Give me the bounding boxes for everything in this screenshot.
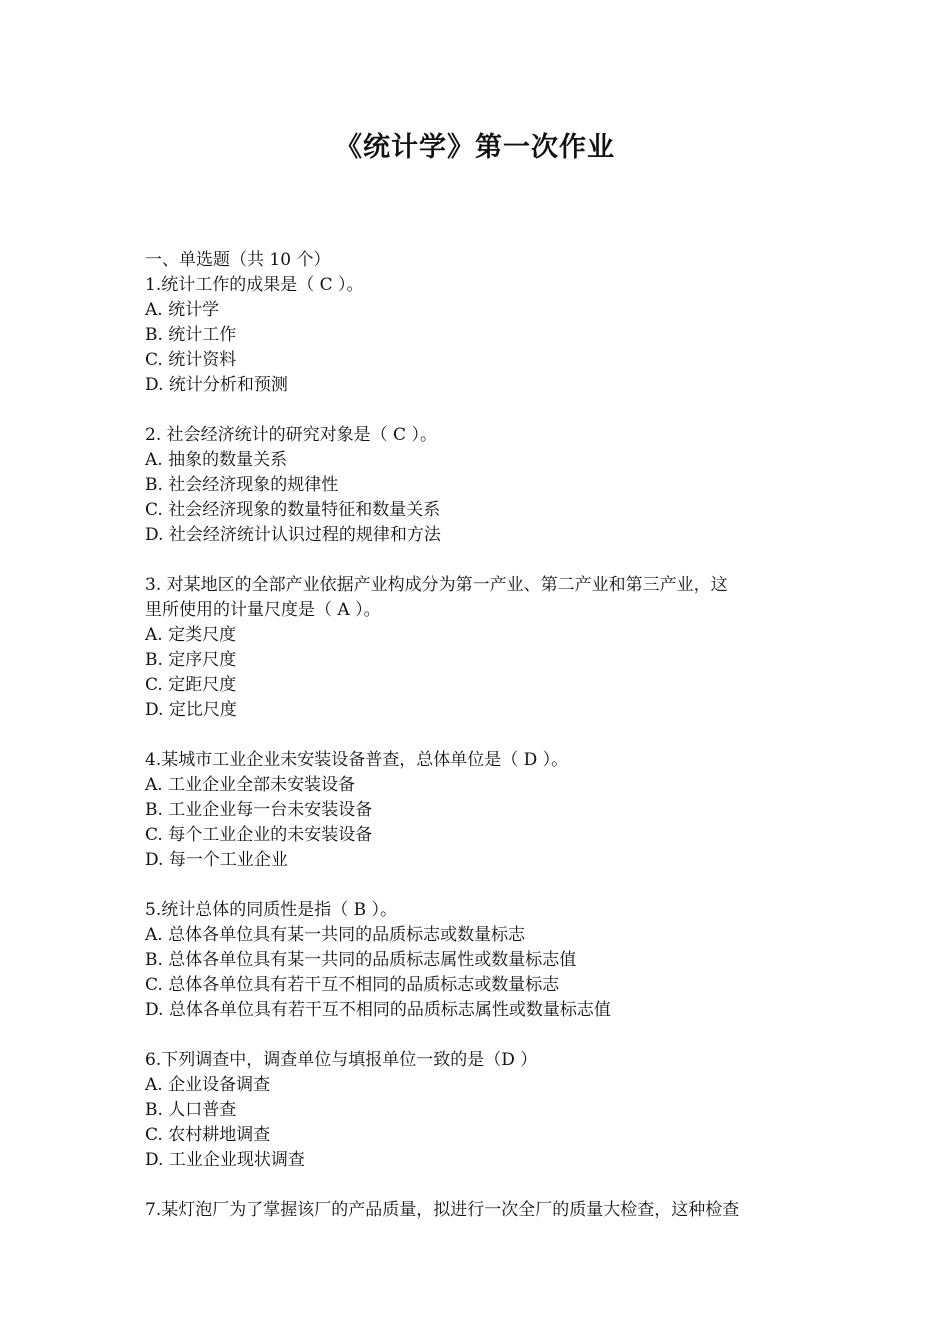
option-a: A. 抽象的数量关系: [145, 450, 288, 470]
option-b: B. 总体各单位具有某一共同的品质标志属性或数量标志值: [145, 950, 577, 970]
option-b: B. 定序尺度: [145, 650, 237, 670]
option-c: C. 定距尺度: [145, 675, 237, 695]
question-7: [145, 1198, 810, 1223]
document-title: 《统计学》第一次作业: [335, 132, 615, 163]
section-heading: 一、单选题（共 10 个）: [145, 250, 331, 270]
option-b: B. 统计工作: [145, 325, 237, 345]
question-stem: 4.某城市工业企业未安装设备普查，总体单位是（ D ）。: [145, 750, 569, 770]
question-3: [145, 573, 810, 723]
question-5: [145, 898, 810, 1023]
question-2: [145, 423, 810, 548]
question-stem: 1.统计工作的成果是（ C ）。: [145, 275, 364, 295]
option-c: C. 统计资料: [145, 350, 237, 370]
option-b: B. 社会经济现象的规律性: [145, 475, 339, 495]
option-d: D. 社会经济统计认识过程的规律和方法: [145, 525, 441, 545]
question-stem: 5.统计总体的同质性是指（ B ）。: [145, 900, 398, 920]
question-4: [145, 748, 810, 873]
document-body: [145, 248, 810, 1223]
option-a: A. 总体各单位具有某一共同的品质标志或数量标志: [145, 925, 526, 945]
option-d: D. 工业企业现状调查: [145, 1150, 305, 1170]
question-stem: 2. 社会经济统计的研究对象是（ C ）。: [145, 425, 437, 445]
question-stem: 6.下列调查中，调查单位与填报单位一致的是（D ）: [145, 1050, 538, 1070]
option-d: D. 总体各单位具有若干互不相同的品质标志属性或数量标志值: [145, 1000, 611, 1020]
option-c: C. 农村耕地调查: [145, 1125, 271, 1145]
option-d: D. 统计分析和预测: [145, 375, 288, 395]
question-6: [145, 1048, 810, 1173]
option-d: D. 定比尺度: [145, 700, 237, 720]
option-c: C. 每个工业企业的未安装设备: [145, 825, 373, 845]
option-b: B. 工业企业每一台未安装设备: [145, 800, 373, 820]
option-d: D. 每一个工业企业: [145, 850, 288, 870]
option-a: A. 工业企业全部未安装设备: [145, 775, 356, 795]
question-stem-continued: 里所使用的计量尺度是（ A ）。: [145, 600, 381, 620]
option-c: C. 总体各单位具有若干互不相同的品质标志或数量标志: [145, 975, 560, 995]
option-a: A. 统计学: [145, 300, 220, 320]
question-stem: 7.某灯泡厂为了掌握该厂的产品质量，拟进行一次全厂的质量大检查，这种检查: [145, 1200, 740, 1220]
option-a: A. 定类尺度: [145, 625, 237, 645]
option-b: B. 人口普查: [145, 1100, 237, 1120]
option-c: C. 社会经济现象的数量特征和数量关系: [145, 500, 441, 520]
option-a: A. 企业设备调查: [145, 1075, 271, 1095]
question-1: [145, 273, 810, 398]
question-stem: 3. 对某地区的全部产业依据产业构成分为第一产业、第二产业和第三产业，这: [145, 575, 728, 595]
